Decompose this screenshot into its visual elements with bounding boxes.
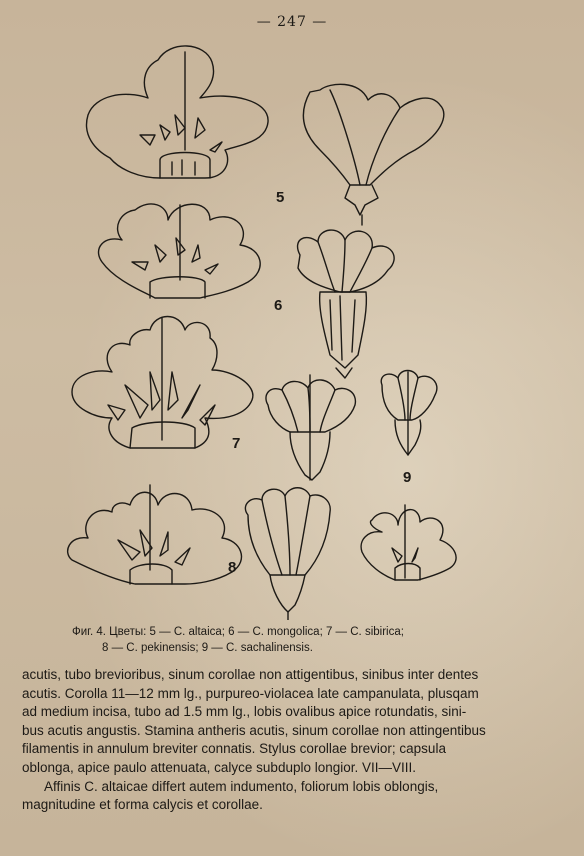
body-text <box>22 666 567 815</box>
text-line: oblonga, apice paulo attenuata, calyce subduplo longior. VII—VIII. <box>22 759 417 775</box>
figure-label-9: 9 <box>403 469 412 486</box>
figure-caption <box>72 624 512 656</box>
flower-7-open-corolla <box>72 317 253 449</box>
text-line: acutis. Corolla 11—12 mm lg., purpureo-violacea late campanulata, plusqam <box>22 685 479 701</box>
figure-label-7: 7 <box>232 435 241 452</box>
flower-8-bell-corolla <box>245 488 330 620</box>
text-line: bus acutis angustis. Stamina antheris acutis, sinum corollae non attingentibus <box>22 722 486 738</box>
text-line: magnitudine et forma calycis et corollae. <box>22 797 263 813</box>
text-line: ad medium incisa, tubo ad 1.5 mm lg., lobis ovalibus apice rotundatis, sini- <box>22 704 467 720</box>
figure-label-5: 5 <box>276 189 285 206</box>
flower-8-open-corolla <box>68 485 242 584</box>
flower-5-open-corolla <box>87 46 269 178</box>
flower-7-bell-corolla <box>266 375 355 480</box>
text-line: filamentis in annulum breviter connatis. Stylus corollae brevior; capsula <box>22 741 446 757</box>
flower-6-open-corolla <box>99 204 261 298</box>
page-number: — 247 — <box>256 14 328 30</box>
caption-line: Фиг. 4. Цветы: 5 — C. altaica; 6 — C. mongolica; 7 — C. sibirica; <box>72 626 404 638</box>
flower-6-bell-corolla <box>298 230 395 378</box>
flower-9-bell-corolla <box>381 371 437 456</box>
flower-5-side-corolla <box>303 84 443 225</box>
caption-line: 8 — C. pekinensis; 9 — C. sachalinensis. <box>102 642 313 654</box>
text-line: Affinis C. altaicae differt autem indumento, foliorum lobis oblongis, <box>44 778 439 794</box>
figure-label-8: 8 <box>228 559 237 576</box>
flower-9-open-corolla <box>361 505 456 580</box>
text-line: acutis, tubo brevioribus, sinum corollae non attigentibus, sinibus inter dentes <box>22 667 479 682</box>
figure-label-6: 6 <box>274 297 283 314</box>
